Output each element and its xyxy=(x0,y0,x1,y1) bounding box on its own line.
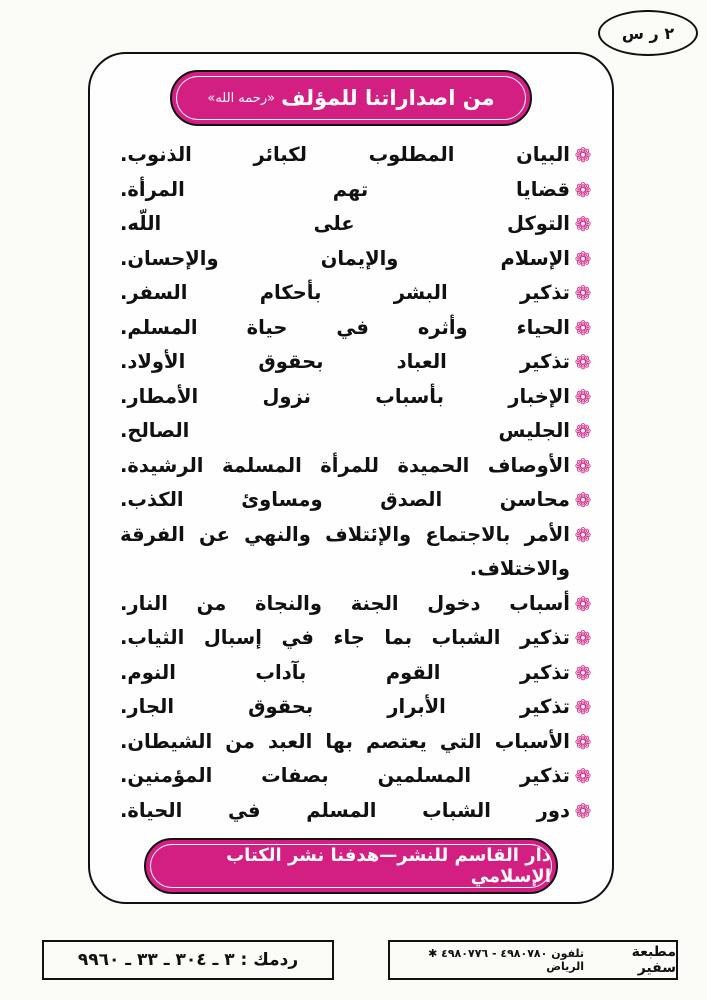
flower-bullet-icon: ❁ xyxy=(574,798,592,823)
flower-bullet-icon: ❁ xyxy=(574,350,592,374)
flower-bullet-icon: ❁ xyxy=(574,488,592,512)
flower-bullet-icon: ❁ xyxy=(574,522,592,547)
list-item xyxy=(120,242,596,277)
list-item xyxy=(120,483,596,518)
list-item xyxy=(120,207,596,242)
flower-bullet-icon: ❁ xyxy=(574,246,592,271)
list-item xyxy=(120,656,596,691)
list-item-text: الأمر بالاجتماع والإئتلاف والنهي عن الفرقة والاختلاف. xyxy=(120,522,570,580)
list-item-text: الأسباب التي يعتصم بها العبد من الشيطان. xyxy=(120,729,570,753)
list-item-text: الحياء وأثره في حياة المسلم. xyxy=(120,315,570,339)
list-item-text: تذكير العباد بحقوق الأولاد. xyxy=(120,350,570,373)
list-item xyxy=(120,587,596,622)
list-item-text: الإخبار بأسباب نزول الأمطار. xyxy=(120,384,570,408)
flower-bullet-icon: ❁ xyxy=(574,177,592,202)
flower-bullet-icon: ❁ xyxy=(574,384,592,409)
publisher-banner-inner xyxy=(150,844,552,888)
list-item xyxy=(120,276,596,311)
flower-bullet-icon: ❁ xyxy=(574,729,592,754)
list-item xyxy=(120,414,596,449)
list-item-text: تذكير البشر بأحكام السفر. xyxy=(120,281,570,304)
flower-bullet-icon: ❁ xyxy=(574,453,592,478)
publisher-banner xyxy=(144,838,558,894)
list-item xyxy=(120,518,596,587)
list-item xyxy=(120,794,596,829)
list-item-text: تذكير القوم بآداب النوم. xyxy=(120,660,570,684)
publications-list xyxy=(120,138,596,828)
list-item xyxy=(120,725,596,760)
list-item xyxy=(120,311,596,346)
header-banner xyxy=(170,70,532,126)
flower-bullet-icon: ❁ xyxy=(574,626,592,650)
publications-card xyxy=(88,52,614,904)
list-item-text: تذكير الشباب بما جاء في إسبال الثياب. xyxy=(120,626,570,649)
list-item-text: تذكير الأبرار بحقوق الجار. xyxy=(120,695,570,718)
list-item xyxy=(120,138,596,173)
flower-bullet-icon: ❁ xyxy=(574,143,592,167)
list-item xyxy=(120,759,596,794)
list-item-text: أسباب دخول الجنة والنجاة من النار. xyxy=(120,591,570,615)
list-item xyxy=(120,345,596,380)
corner-tag: ٢ ر س xyxy=(598,10,698,56)
flower-bullet-icon: ❁ xyxy=(574,591,592,616)
list-item-text: محاسن الصدق ومساوئ الكذب. xyxy=(120,488,570,511)
header-banner-inner xyxy=(176,76,526,120)
printer-details: تلفون ٤٩٨٠٧٨٠ - ٤٩٨٠٧٧٦ ✱ الرياض xyxy=(428,947,585,973)
list-item-text: البيان المطلوب لكبائر الذنوب. xyxy=(120,143,570,166)
isbn-text: ردمك : ٣ ـ ٣٠٤ ـ ٣٣ ـ ٩٩٦٠ xyxy=(77,950,299,970)
flower-bullet-icon: ❁ xyxy=(574,281,592,305)
list-item xyxy=(120,380,596,415)
list-item-text: التوكل على اللّه. xyxy=(120,212,570,235)
printer-brand: مطبعة سفير xyxy=(631,944,676,976)
list-item xyxy=(120,621,596,656)
list-item-text: قضايا تهم المرأة. xyxy=(120,177,570,201)
printer-box xyxy=(388,940,678,980)
header-note: «رحمه الله» xyxy=(207,90,276,106)
list-item xyxy=(120,690,596,725)
publisher-text: دار القاسم للنشر—هدفنا نشر الكتاب الإسلامي xyxy=(226,845,551,887)
header-title: من اصداراتنا للمؤلف xyxy=(281,86,495,110)
list-item xyxy=(120,449,596,484)
flower-bullet-icon: ❁ xyxy=(574,419,592,443)
flower-bullet-icon: ❁ xyxy=(574,764,592,788)
list-item-text: دور الشباب المسلم في الحياة. xyxy=(120,798,570,822)
isbn-box xyxy=(42,940,334,980)
flower-bullet-icon: ❁ xyxy=(574,315,592,340)
list-item-text: تذكير المسلمين بصفات المؤمنين. xyxy=(120,764,570,787)
list-item-text: الجليس الصالح. xyxy=(120,419,570,442)
list-item-text: الأوصاف الحميدة للمرأة المسلمة الرشيدة. xyxy=(120,453,570,477)
flower-bullet-icon: ❁ xyxy=(574,695,592,719)
list-item-text: الإسلام والإيمان والإحسان. xyxy=(120,246,570,270)
flower-bullet-icon: ❁ xyxy=(574,660,592,685)
list-item xyxy=(120,173,596,208)
flower-bullet-icon: ❁ xyxy=(574,212,592,236)
